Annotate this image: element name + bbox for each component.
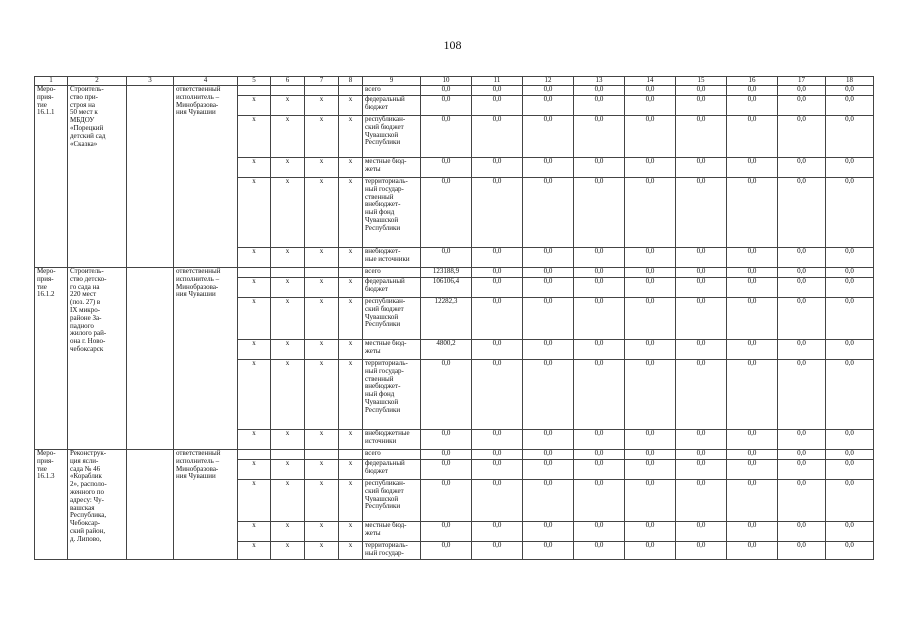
value-cell: 0,0 xyxy=(574,86,625,96)
value-cell: 0,0 xyxy=(826,86,874,96)
code-cell: x xyxy=(238,278,271,298)
value-cell: 0,0 xyxy=(778,450,826,460)
measure-col3 xyxy=(127,268,174,450)
value-cell: 0,0 xyxy=(727,360,778,430)
value-cell: 0,0 xyxy=(778,86,826,96)
column-number-15: 15 xyxy=(676,77,727,86)
code-cell: x xyxy=(339,360,363,430)
code-cell: x xyxy=(339,340,363,360)
column-number-17: 17 xyxy=(778,77,826,86)
value-cell: 0,0 xyxy=(727,522,778,542)
code-cell: x xyxy=(238,248,271,268)
value-cell: 0,0 xyxy=(574,480,625,522)
funding-source: федеральный бюджет xyxy=(363,96,421,116)
code-cell: x xyxy=(271,340,305,360)
code-cell: x xyxy=(271,158,305,178)
value-cell: 0,0 xyxy=(574,522,625,542)
code-cell: x xyxy=(339,116,363,158)
funding-source: республикан- ский бюджет Чувашской Республики xyxy=(363,116,421,158)
value-cell: 0,0 xyxy=(523,542,574,560)
code-cell: x xyxy=(271,522,305,542)
value-cell: 0,0 xyxy=(523,248,574,268)
value-cell: 0,0 xyxy=(625,248,676,268)
code-cell: x xyxy=(305,116,339,158)
code-cell: x xyxy=(271,460,305,480)
code-cell: x xyxy=(271,96,305,116)
budget-table xyxy=(34,76,874,560)
value-cell: 0,0 xyxy=(826,298,874,340)
measure-object: Строитель- ство при- строя на 50 мест к МБДОУ «Порецкий детский сад «Сказка» xyxy=(68,86,127,268)
value-cell: 0,0 xyxy=(676,178,727,248)
value-cell: 0,0 xyxy=(472,178,523,248)
value-cell: 0,0 xyxy=(727,158,778,178)
code-cell xyxy=(238,86,271,96)
value-cell: 0,0 xyxy=(574,248,625,268)
measure-col3 xyxy=(127,450,174,560)
funding-source: республикан- ский бюджет Чувашской Республики xyxy=(363,480,421,522)
code-cell: x xyxy=(238,178,271,248)
funding-source: всего xyxy=(363,268,421,278)
column-number-11: 11 xyxy=(472,77,523,86)
value-cell: 0,0 xyxy=(472,278,523,298)
table-row xyxy=(35,450,874,460)
column-number-1: 1 xyxy=(35,77,68,86)
value-cell: 0,0 xyxy=(676,96,727,116)
code-cell: x xyxy=(305,340,339,360)
code-cell: x xyxy=(339,248,363,268)
value-cell: 0,0 xyxy=(625,340,676,360)
value-cell: 0,0 xyxy=(574,450,625,460)
code-cell: x xyxy=(305,298,339,340)
code-cell: x xyxy=(271,178,305,248)
code-cell: x xyxy=(305,542,339,560)
value-cell: 0,0 xyxy=(727,96,778,116)
value-cell: 0,0 xyxy=(676,116,727,158)
value-cell: 0,0 xyxy=(523,298,574,340)
code-cell: x xyxy=(339,278,363,298)
column-number-14: 14 xyxy=(625,77,676,86)
code-cell: x xyxy=(305,360,339,430)
value-cell: 0,0 xyxy=(826,522,874,542)
value-cell: 0,0 xyxy=(778,278,826,298)
value-cell: 0,0 xyxy=(421,116,472,158)
value-cell: 0,0 xyxy=(523,116,574,158)
funding-source: территориаль- ный государ- ственный внебюджет- ный фонд Чувашской Республики xyxy=(363,360,421,430)
value-cell: 0,0 xyxy=(676,522,727,542)
value-cell: 0,0 xyxy=(574,430,625,450)
code-cell: x xyxy=(305,430,339,450)
column-number-18: 18 xyxy=(826,77,874,86)
column-number-3: 3 xyxy=(127,77,174,86)
value-cell: 0,0 xyxy=(676,278,727,298)
value-cell: 0,0 xyxy=(727,450,778,460)
column-number-10: 10 xyxy=(421,77,472,86)
value-cell: 0,0 xyxy=(625,360,676,430)
value-cell: 0,0 xyxy=(472,86,523,96)
value-cell: 0,0 xyxy=(472,248,523,268)
code-cell: x xyxy=(271,278,305,298)
value-cell: 0,0 xyxy=(625,278,676,298)
value-cell: 0,0 xyxy=(472,158,523,178)
value-cell: 0,0 xyxy=(676,430,727,450)
column-number-8: 8 xyxy=(339,77,363,86)
column-number-6: 6 xyxy=(271,77,305,86)
measure-object: Строитель- ство детско- го сада на 220 мест (поз. 27) в IX микро- районе За- падного жилого рай- она г. Ново- чебоксарск xyxy=(68,268,127,450)
code-cell: x xyxy=(305,96,339,116)
value-cell: 0,0 xyxy=(676,450,727,460)
value-cell: 0,0 xyxy=(574,158,625,178)
value-cell: 0,0 xyxy=(676,480,727,522)
value-cell: 0,0 xyxy=(676,268,727,278)
value-cell: 0,0 xyxy=(778,460,826,480)
value-cell: 0,0 xyxy=(472,298,523,340)
value-cell: 0,0 xyxy=(574,460,625,480)
value-cell: 0,0 xyxy=(625,158,676,178)
value-cell: 0,0 xyxy=(778,480,826,522)
value-cell: 0,0 xyxy=(625,480,676,522)
value-cell: 0,0 xyxy=(727,340,778,360)
value-cell: 0,0 xyxy=(625,460,676,480)
value-cell: 0,0 xyxy=(472,96,523,116)
value-cell: 0,0 xyxy=(574,340,625,360)
value-cell: 0,0 xyxy=(625,268,676,278)
code-cell xyxy=(339,450,363,460)
code-cell xyxy=(339,86,363,96)
value-cell: 0,0 xyxy=(826,340,874,360)
value-cell: 0,0 xyxy=(574,178,625,248)
value-cell: 4800,2 xyxy=(421,340,472,360)
value-cell: 0,0 xyxy=(727,178,778,248)
code-cell: x xyxy=(339,460,363,480)
funding-source: территориаль- ный государ- ственный внебюджет- ный фонд Чувашской Республики xyxy=(363,178,421,248)
code-cell xyxy=(339,268,363,278)
funding-source: местные бюд- жеты xyxy=(363,522,421,542)
code-cell: x xyxy=(271,298,305,340)
code-cell: x xyxy=(271,360,305,430)
funding-source: местные бюд- жеты xyxy=(363,158,421,178)
value-cell: 0,0 xyxy=(523,480,574,522)
code-cell xyxy=(305,86,339,96)
value-cell: 0,0 xyxy=(472,522,523,542)
value-cell: 0,0 xyxy=(574,542,625,560)
value-cell: 12282,3 xyxy=(421,298,472,340)
code-cell: x xyxy=(238,542,271,560)
value-cell: 0,0 xyxy=(523,96,574,116)
funding-source: федеральный бюджет xyxy=(363,278,421,298)
value-cell: 0,0 xyxy=(778,298,826,340)
value-cell: 0,0 xyxy=(625,542,676,560)
value-cell: 0,0 xyxy=(574,298,625,340)
code-cell: x xyxy=(339,430,363,450)
value-cell: 0,0 xyxy=(574,278,625,298)
code-cell: x xyxy=(305,480,339,522)
code-cell: x xyxy=(238,480,271,522)
value-cell: 0,0 xyxy=(523,86,574,96)
value-cell: 0,0 xyxy=(826,268,874,278)
funding-source: республикан- ский бюджет Чувашской Республики xyxy=(363,298,421,340)
measure-executor: ответственный исполнитель – Минобразова- ния Чувашии xyxy=(174,450,238,560)
code-cell: x xyxy=(271,116,305,158)
value-cell: 0,0 xyxy=(625,116,676,158)
code-cell: x xyxy=(339,96,363,116)
code-cell: x xyxy=(339,542,363,560)
funding-source: внебюджет- ные источники xyxy=(363,248,421,268)
value-cell: 0,0 xyxy=(727,298,778,340)
value-cell: 0,0 xyxy=(523,268,574,278)
value-cell: 0,0 xyxy=(727,460,778,480)
value-cell: 0,0 xyxy=(826,96,874,116)
code-cell: x xyxy=(271,248,305,268)
value-cell: 0,0 xyxy=(826,278,874,298)
value-cell: 0,0 xyxy=(421,450,472,460)
table-row xyxy=(35,86,874,96)
value-cell: 0,0 xyxy=(826,450,874,460)
code-cell: x xyxy=(339,158,363,178)
code-cell xyxy=(305,450,339,460)
value-cell: 0,0 xyxy=(421,96,472,116)
code-cell xyxy=(238,268,271,278)
code-cell: x xyxy=(238,360,271,430)
column-number-7: 7 xyxy=(305,77,339,86)
value-cell: 0,0 xyxy=(574,96,625,116)
value-cell: 0,0 xyxy=(421,360,472,430)
column-number-12: 12 xyxy=(523,77,574,86)
value-cell: 0,0 xyxy=(778,248,826,268)
value-cell: 0,0 xyxy=(625,450,676,460)
funding-source: внебюджетные источники xyxy=(363,430,421,450)
value-cell: 0,0 xyxy=(778,158,826,178)
value-cell: 0,0 xyxy=(778,360,826,430)
code-cell: x xyxy=(271,430,305,450)
code-cell: x xyxy=(271,542,305,560)
value-cell: 0,0 xyxy=(727,278,778,298)
code-cell: x xyxy=(305,178,339,248)
value-cell: 0,0 xyxy=(625,86,676,96)
value-cell: 0,0 xyxy=(421,480,472,522)
measure-executor: ответственный исполнитель – Минобразова- ния Чувашии xyxy=(174,268,238,450)
code-cell: x xyxy=(305,278,339,298)
code-cell: x xyxy=(339,178,363,248)
funding-source: местные бюд- жеты xyxy=(363,340,421,360)
value-cell: 0,0 xyxy=(826,178,874,248)
value-cell: 0,0 xyxy=(826,116,874,158)
value-cell: 0,0 xyxy=(523,430,574,450)
value-cell: 0,0 xyxy=(625,522,676,542)
value-cell: 0,0 xyxy=(574,360,625,430)
column-number-13: 13 xyxy=(574,77,625,86)
code-cell xyxy=(271,268,305,278)
value-cell: 0,0 xyxy=(421,542,472,560)
code-cell: x xyxy=(238,522,271,542)
value-cell: 0,0 xyxy=(472,360,523,430)
funding-source: федеральный бюджет xyxy=(363,460,421,480)
value-cell: 0,0 xyxy=(472,450,523,460)
value-cell: 0,0 xyxy=(676,298,727,340)
code-cell: x xyxy=(305,460,339,480)
code-cell: x xyxy=(238,158,271,178)
value-cell: 0,0 xyxy=(778,96,826,116)
code-cell: x xyxy=(305,522,339,542)
value-cell: 0,0 xyxy=(826,158,874,178)
value-cell: 0,0 xyxy=(421,248,472,268)
value-cell: 0,0 xyxy=(625,96,676,116)
page-number: 108 xyxy=(443,38,462,52)
code-cell: x xyxy=(238,460,271,480)
table-row xyxy=(35,268,874,278)
value-cell: 0,0 xyxy=(472,460,523,480)
column-number-5: 5 xyxy=(238,77,271,86)
code-cell: x xyxy=(238,340,271,360)
value-cell: 0,0 xyxy=(421,460,472,480)
code-cell: x xyxy=(271,480,305,522)
value-cell: 0,0 xyxy=(523,450,574,460)
value-cell: 0,0 xyxy=(727,116,778,158)
code-cell: x xyxy=(339,522,363,542)
measure-label: Меро- прия- тие 16.1.1 xyxy=(35,86,68,268)
value-cell: 0,0 xyxy=(472,268,523,278)
value-cell: 0,0 xyxy=(472,340,523,360)
value-cell: 0,0 xyxy=(727,430,778,450)
code-cell: x xyxy=(238,298,271,340)
value-cell: 0,0 xyxy=(676,340,727,360)
value-cell: 0,0 xyxy=(778,268,826,278)
column-number-4: 4 xyxy=(174,77,238,86)
code-cell xyxy=(271,450,305,460)
value-cell: 0,0 xyxy=(727,248,778,268)
value-cell: 0,0 xyxy=(826,430,874,450)
value-cell: 0,0 xyxy=(778,340,826,360)
value-cell: 0,0 xyxy=(826,480,874,522)
value-cell: 0,0 xyxy=(778,542,826,560)
code-cell: x xyxy=(238,430,271,450)
value-cell: 0,0 xyxy=(727,542,778,560)
value-cell: 0,0 xyxy=(778,522,826,542)
code-cell xyxy=(238,450,271,460)
value-cell: 123188,9 xyxy=(421,268,472,278)
code-cell: x xyxy=(339,298,363,340)
value-cell: 0,0 xyxy=(523,278,574,298)
value-cell: 0,0 xyxy=(472,116,523,158)
value-cell: 0,0 xyxy=(826,542,874,560)
value-cell: 0,0 xyxy=(676,248,727,268)
funding-source: всего xyxy=(363,86,421,96)
value-cell: 0,0 xyxy=(472,430,523,450)
value-cell: 0,0 xyxy=(778,116,826,158)
code-cell: x xyxy=(305,248,339,268)
value-cell: 0,0 xyxy=(727,86,778,96)
value-cell: 0,0 xyxy=(421,522,472,542)
column-number-2: 2 xyxy=(68,77,127,86)
value-cell: 0,0 xyxy=(676,460,727,480)
value-cell: 0,0 xyxy=(574,268,625,278)
measure-label: Меро- прия- тие 16.1.2 xyxy=(35,268,68,450)
value-cell: 0,0 xyxy=(574,116,625,158)
measure-label: Меро- прия- тие 16.1.3 xyxy=(35,450,68,560)
measure-executor: ответственный исполнитель – Минобразова- ния Чувашии xyxy=(174,86,238,268)
value-cell: 0,0 xyxy=(523,460,574,480)
code-cell xyxy=(305,268,339,278)
column-number-row xyxy=(35,77,874,86)
measure-col3 xyxy=(127,86,174,268)
value-cell: 0,0 xyxy=(727,480,778,522)
value-cell: 0,0 xyxy=(523,340,574,360)
value-cell: 0,0 xyxy=(421,430,472,450)
value-cell: 0,0 xyxy=(826,460,874,480)
value-cell: 0,0 xyxy=(625,298,676,340)
value-cell: 0,0 xyxy=(826,360,874,430)
code-cell: x xyxy=(305,158,339,178)
value-cell: 106106,4 xyxy=(421,278,472,298)
value-cell: 0,0 xyxy=(676,360,727,430)
value-cell: 0,0 xyxy=(676,158,727,178)
value-cell: 0,0 xyxy=(625,178,676,248)
value-cell: 0,0 xyxy=(523,178,574,248)
value-cell: 0,0 xyxy=(523,158,574,178)
funding-source: территориаль- ный государ- xyxy=(363,542,421,560)
column-number-16: 16 xyxy=(727,77,778,86)
code-cell xyxy=(271,86,305,96)
code-cell: x xyxy=(339,480,363,522)
value-cell: 0,0 xyxy=(421,178,472,248)
value-cell: 0,0 xyxy=(472,542,523,560)
value-cell: 0,0 xyxy=(727,268,778,278)
value-cell: 0,0 xyxy=(523,360,574,430)
value-cell: 0,0 xyxy=(676,86,727,96)
value-cell: 0,0 xyxy=(778,430,826,450)
value-cell: 0,0 xyxy=(421,86,472,96)
value-cell: 0,0 xyxy=(826,248,874,268)
code-cell: x xyxy=(238,96,271,116)
value-cell: 0,0 xyxy=(676,542,727,560)
measure-object: Реконструк- ция ясли- сада № 46 «Кораблик 2», располо- женного по адресу: Чу- вашская Республика, Чебоксар- ский район, д. Липово, xyxy=(68,450,127,560)
value-cell: 0,0 xyxy=(472,480,523,522)
column-number-9: 9 xyxy=(363,77,421,86)
value-cell: 0,0 xyxy=(778,178,826,248)
value-cell: 0,0 xyxy=(625,430,676,450)
code-cell: x xyxy=(238,116,271,158)
funding-source: всего xyxy=(363,450,421,460)
value-cell: 0,0 xyxy=(421,158,472,178)
value-cell: 0,0 xyxy=(523,522,574,542)
